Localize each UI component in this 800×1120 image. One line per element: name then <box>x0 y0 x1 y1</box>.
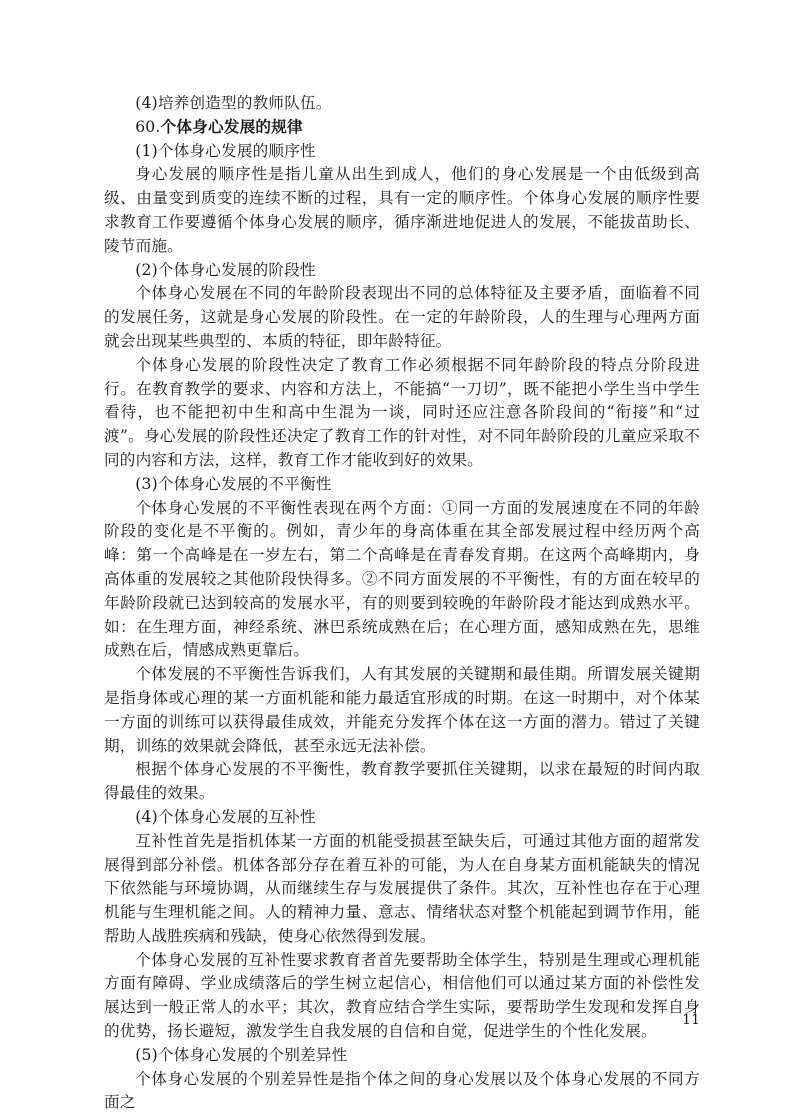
paragraph-individual-difference: 个体身心发展的个别差异性是指个体之间的身心发展以及个体身心发展的不同方面之 <box>104 1069 700 1112</box>
page-content <box>104 92 700 1115</box>
paragraph-imbalance-2: 个体发展的不平衡性告诉我们，人有其发展的关键期和最佳期。所谓发展关键期是指身体或心理的某一方面机能和能力最适宜形成的时期。在这一时期中，对个体某一方面的训练可以获得最佳成效，并能充分发挥个体在这一方面的潜力。错过了关键期，训练的效果就会降低，甚至永远无法补偿。 <box>104 665 700 755</box>
subheading-imbalance: (3)个体身心发展的不平衡性 <box>135 474 332 493</box>
section-heading <box>104 116 700 140</box>
page-number: 11 <box>682 1012 700 1028</box>
section-number: 60. <box>135 117 161 136</box>
subheading-individual-difference: (5)个体身心发展的个别差异性 <box>135 1045 348 1064</box>
paragraph-stage-2: 个体身心发展的阶段性决定了教育工作必须根据不同年龄阶段的特点分阶段进行。在教育教学的要求、内容和方法上，不能搞“一刀切”，既不能把小学生当中学生看待，也不能把初中生和高中生混为一谈，同时还应注意各阶段间的“衔接”和“过渡”。身心发展的阶段性还决定了教育工作的针对性，对不同年龄阶段的儿童应采取不同的内容和方法，这样，教育工作才能收到好的效果。 <box>104 355 700 469</box>
paragraph-stage-1: 个体身心发展在不同的年龄阶段表现出不同的总体特征及主要矛盾，面临着不同的发展任务，这就是身心发展的阶段性。在一定的年龄阶段，人的生理与心理两方面就会出现某些典型的、本质的特征，即年龄特征。 <box>104 284 700 350</box>
paragraph-complementarity-1: 互补性首先是指机体某一方面的机能受损甚至缺失后，可通过其他方面的超常发展得到部分补偿。机体各部分存在着互补的可能，为人在自身某方面机能缺失的情况下依然能与环境协调，从而继续生存与发展提供了条件。其次，互补性也存在于心理机能与生理机能之间。人的精神力量、意志、情绪状态对整个机能起到调节作用，能帮助人战胜疾病和残缺，使身心依然得到发展。 <box>104 831 700 945</box>
section-title: 个体身心发展的规律 <box>160 117 303 136</box>
paragraph-sequence: 身心发展的顺序性是指儿童从出生到成人，他们的身心发展是一个由低级到高级、由量变到质变的连续不断的过程，具有一定的顺序性。个体身心发展的顺序性要求教育工作要遵循个体身心发展的顺序，循序渐进地促进人的发展，不能拔苗助长、陵节而施。 <box>104 165 700 255</box>
subheading-stage: (2)个体身心发展的阶段性 <box>135 260 316 279</box>
subheading-sequence: (1)个体身心发展的顺序性 <box>135 141 316 160</box>
paragraph-imbalance-1: 个体身心发展的不平衡性表现在两个方面：①同一方面的发展速度在不同的年龄阶段的变化是不平衡的。例如，青少年的身高体重在其全部发展过程中经历两个高峰：第一个高峰是在一岁左右，第二个高峰是在青春发育期。在这两个高峰期内，身高体重的发展较之其他阶段快得多。②不同方面发展的不平衡性，有的方面在较早的年龄阶段就已达到较高的发展水平，有的则要到较晚的年龄阶段才能达到成熟水平。如：在生理方面，神经系统、淋巴系统成熟在后；在心理方面，感知成熟在先，思维成熟在后，情感成熟更靠后。 <box>104 498 700 660</box>
paragraph-imbalance-3: 根据个体身心发展的不平衡性，教育教学要抓住关键期，以求在最短的时间内取得最佳的效果。 <box>104 760 700 803</box>
paragraph-complementarity-2: 个体身心发展的互补性要求教育者首先要帮助全体学生，特别是生理或心理机能方面有障碍、学业成绩落后的学生树立起信心，相信他们可以通过某方面的补偿性发展达到一般正常人的水平；其次，教育应结合学生实际，要帮助学生发现和发挥自身的优势，扬长避短，激发学生自我发展的自信和自觉，促进学生的个性化发展。 <box>104 950 700 1041</box>
item-teacher-team: (4)培养创造型的教师队伍。 <box>135 94 332 112</box>
subheading-complementarity: (4)个体身心发展的互补性 <box>135 807 316 826</box>
